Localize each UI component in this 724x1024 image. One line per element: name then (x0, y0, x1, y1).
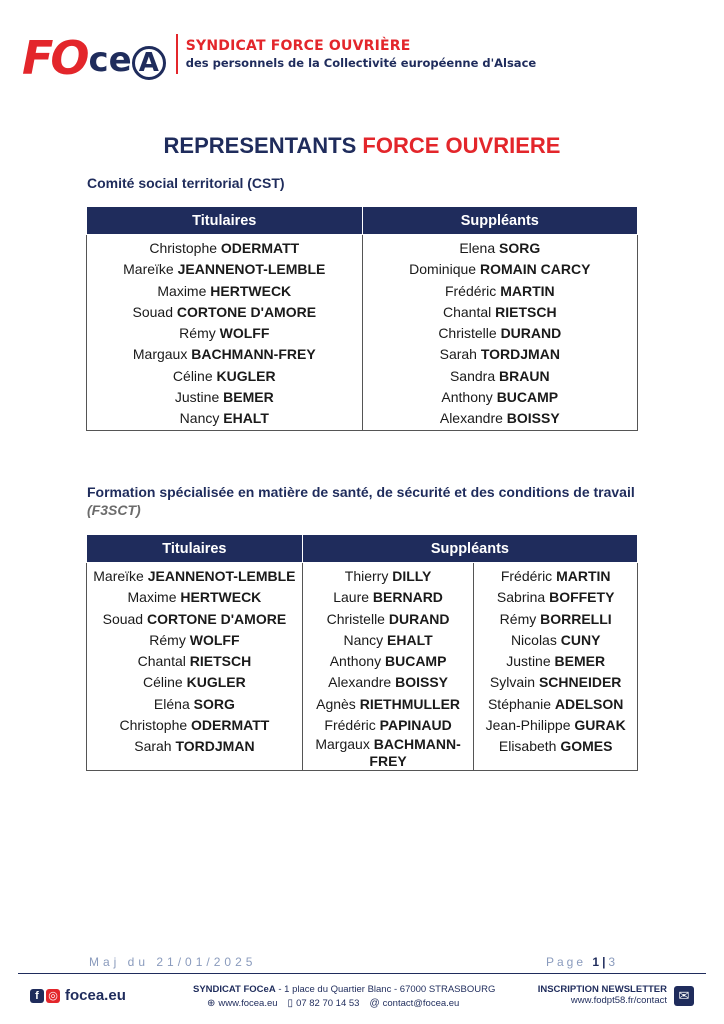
logo-fo-text: FO (22, 31, 87, 85)
last-name: BRAUN (499, 367, 550, 384)
f3sct-suppleants-col1-cell (302, 563, 474, 771)
first-name: Sandra (449, 367, 496, 384)
last-name: ROMAIN CARCY (479, 261, 591, 278)
last-name: ODERMATT (220, 240, 300, 256)
header-divider (176, 34, 178, 74)
last-name: SORG (193, 695, 235, 712)
footer-website-text[interactable]: www.focea.eu (218, 998, 278, 1009)
name-entry (363, 408, 637, 429)
name-entry (87, 387, 362, 408)
first-name: Souad (102, 610, 144, 627)
at-icon: @ (369, 998, 380, 1009)
social-handle[interactable]: focea.eu (65, 987, 126, 1004)
name-entry (303, 630, 474, 651)
last-name: TORDJMAN (175, 738, 255, 755)
first-name: Stéphanie (487, 695, 552, 712)
page-title (0, 133, 724, 159)
name-entry (363, 281, 637, 302)
first-name: Frédéric (324, 717, 376, 734)
footer-divider (18, 973, 706, 974)
last-name: KUGLER (186, 674, 246, 691)
last-name: RIETSCH (495, 303, 557, 320)
page-total: 3 (608, 955, 619, 969)
last-name: SORG (499, 240, 541, 256)
cst-table (86, 206, 638, 431)
last-name: DILLY (392, 568, 432, 584)
first-name: Sarah (439, 346, 477, 363)
name-entry (474, 587, 637, 608)
last-name: BOISSY (506, 410, 560, 427)
last-name: BUCAMP (384, 653, 447, 670)
name-entry (474, 609, 637, 630)
last-name: ODERMATT (191, 717, 270, 734)
focea-logo (22, 26, 166, 85)
last-name: GURAK (574, 717, 626, 734)
page-number (546, 955, 618, 969)
last-name: HERTWECK (210, 282, 292, 299)
first-name: Nancy (343, 631, 384, 648)
first-name: Mareïke (123, 261, 174, 278)
logo-ce: ce (88, 40, 132, 80)
last-name: CUNY (560, 631, 601, 648)
newsletter-title: INSCRIPTION NEWSLETTER (537, 984, 667, 995)
last-name: PAPINAUD (379, 717, 452, 734)
page-header (22, 26, 537, 85)
first-name: Sylvain (489, 674, 536, 691)
first-name: Elena (459, 240, 496, 256)
name-entry (87, 344, 362, 365)
first-name: Anthony (329, 653, 382, 670)
footer-website[interactable] (207, 998, 278, 1009)
phone-icon: ▯ (287, 998, 294, 1009)
first-name: Céline (172, 367, 213, 384)
first-name: Elisabeth (498, 738, 557, 755)
first-name: Agnès (316, 695, 356, 712)
f3sct-table (86, 534, 638, 771)
first-name: Dominique (409, 261, 477, 278)
name-entry (474, 566, 637, 587)
first-name: Justine (506, 653, 551, 670)
last-name: DURAND (388, 610, 450, 627)
name-entry (474, 715, 637, 736)
last-name: BACHMANN-FREY (369, 736, 461, 770)
name-entry (87, 651, 302, 672)
title-part-1: REPRESENTANTS (163, 133, 357, 158)
globe-icon: ⊕ (207, 998, 216, 1009)
first-name: Christelle (326, 610, 385, 627)
title-part-2: FORCE OUVRIERE (362, 133, 561, 158)
name-entry (363, 323, 637, 344)
name-entry (87, 609, 302, 630)
f3sct-header-suppleants: Suppléants (302, 535, 637, 563)
name-entry (87, 408, 362, 429)
name-entry (474, 694, 637, 715)
last-name: BOISSY (395, 674, 448, 691)
first-name: Rémy (179, 325, 216, 342)
first-name: Sarah (134, 738, 172, 755)
name-entry (474, 651, 637, 672)
first-name: Céline (143, 674, 183, 691)
name-entry (87, 302, 362, 323)
name-entry (87, 238, 362, 259)
last-name: SCHNEIDER (538, 674, 622, 691)
last-name: WOLFF (189, 631, 240, 648)
first-name: Sabrina (496, 589, 546, 606)
newsletter-info[interactable] (537, 984, 667, 1006)
first-name: Rémy (499, 610, 537, 627)
cst-titulaires-cell (87, 235, 363, 431)
f3sct-heading (87, 483, 647, 519)
name-entry (363, 387, 637, 408)
last-name: TORDJMAN (480, 346, 560, 363)
first-name: Maxime (127, 589, 177, 606)
cst-header-suppleants: Suppléants (362, 207, 637, 235)
name-entry (87, 259, 362, 280)
first-name: Frédéric (444, 282, 497, 299)
name-entry (474, 630, 637, 651)
name-entry (87, 323, 362, 344)
union-name: SYNDICAT FORCE OUVRIÈRE (185, 38, 411, 54)
name-entry (87, 630, 302, 651)
cst-suppleants-cell (362, 235, 637, 431)
last-name: BEMER (223, 389, 274, 406)
first-name: Alexandre (328, 674, 392, 691)
name-entry (363, 344, 637, 365)
newsletter-url[interactable]: www.fodpt58.fr/contact (570, 995, 667, 1006)
footer-contact-line (207, 998, 503, 1009)
page-separator: | (602, 955, 609, 969)
first-name: Jean-Philippe (485, 717, 571, 734)
first-name: Margaux (132, 346, 188, 363)
last-name: BACHMANN-FREY (191, 346, 316, 363)
page-label: Page (546, 955, 587, 969)
instagram-icon[interactable]: ◎ (46, 989, 60, 1003)
facebook-icon[interactable]: f (30, 989, 44, 1003)
last-name: BEMER (554, 653, 606, 670)
last-name: JEANNENOT-LEMBLE (177, 261, 326, 278)
last-name: EHALT (387, 631, 433, 648)
f3sct-titulaires-cell (87, 563, 303, 771)
f3sct-suppleants-col2-cell (474, 563, 638, 771)
first-name: Mareïke (93, 568, 144, 584)
name-entry (303, 672, 474, 693)
first-name: Laure (333, 589, 370, 606)
mail-icon[interactable]: ✉ (674, 986, 694, 1006)
name-entry (87, 281, 362, 302)
f3sct-heading-abbr: (F3SCT) (87, 502, 141, 518)
name-entry (303, 694, 474, 715)
last-name: ADELSON (554, 695, 624, 712)
footer-email-text[interactable]: contact@focea.eu (382, 998, 460, 1009)
name-entry (363, 366, 637, 387)
first-name: Christophe (119, 717, 188, 734)
name-entry (303, 651, 474, 672)
footer-address: - 1 place du Quartier Blanc - 67000 STRASBOURG (275, 984, 496, 995)
last-name: BORRELLI (540, 610, 612, 627)
first-name: Maxime (157, 282, 207, 299)
name-entry (87, 694, 302, 715)
last-name: BUCAMP (496, 389, 559, 406)
last-name: CORTONE D'AMORE (146, 610, 287, 627)
cst-header-titulaires: Titulaires (87, 207, 363, 235)
last-name: JEANNENOT-LEMBLE (147, 568, 296, 584)
first-name: Frédéric (500, 568, 553, 584)
first-name: Nicolas (510, 631, 557, 648)
name-entry (303, 736, 474, 770)
name-entry (87, 566, 302, 587)
last-name: WOLFF (219, 325, 270, 342)
last-name: BOFFETY (549, 589, 615, 606)
update-date: Maj du 21/01/2025 (89, 955, 257, 969)
name-entry (87, 736, 302, 757)
first-name: Justine (174, 389, 220, 406)
f3sct-header-titulaires: Titulaires (87, 535, 303, 563)
footer-contact (193, 984, 503, 1009)
footer-address-line (193, 984, 503, 995)
last-name: HERTWECK (180, 589, 262, 606)
first-name: Alexandre (439, 410, 503, 427)
first-name: Christophe (149, 240, 218, 256)
last-name: MARTIN (556, 568, 611, 584)
first-name: Nancy (179, 410, 220, 427)
name-entry (303, 587, 474, 608)
logo-a-circle: A (132, 46, 166, 80)
name-entry (87, 672, 302, 693)
last-name: RIETHMULLER (359, 695, 461, 712)
name-entry (87, 587, 302, 608)
header-text (186, 38, 536, 70)
footer-syndicat-name: SYNDICAT FOCeA (193, 984, 276, 995)
name-entry (303, 715, 474, 736)
name-entry (303, 566, 474, 587)
name-entry (303, 609, 474, 630)
page-current: 1 (592, 955, 603, 969)
name-entry (87, 366, 362, 387)
last-name: RIETSCH (189, 653, 252, 670)
first-name: Margaux (315, 736, 370, 753)
first-name: Souad (132, 303, 173, 320)
first-name: Anthony (441, 389, 493, 406)
social-links[interactable] (30, 987, 126, 1004)
name-entry (474, 672, 637, 693)
footer-email[interactable] (369, 998, 459, 1009)
f3sct-heading-text: Formation spécialisée en matière de santé, de sécurité et des conditions de travail (87, 484, 635, 500)
name-entry (87, 715, 302, 736)
first-name: Eléna (153, 695, 190, 712)
name-entry (363, 302, 637, 323)
last-name: DURAND (500, 325, 562, 342)
last-name: MARTIN (500, 282, 555, 299)
union-subtitle: des personnels de la Collectivité européenne d'Alsace (185, 56, 537, 70)
last-name: EHALT (223, 410, 269, 427)
footer-phone-text[interactable]: 07 82 70 14 53 (296, 998, 360, 1009)
last-name: BERNARD (372, 589, 443, 606)
page-footer (0, 984, 724, 1014)
first-name: Rémy (149, 631, 186, 648)
first-name: Chantal (137, 653, 186, 670)
last-name: CORTONE D'AMORE (176, 303, 317, 320)
first-name: Thierry (344, 568, 389, 584)
cst-heading: Comité social territorial (CST) (87, 175, 285, 191)
name-entry (363, 259, 637, 280)
first-name: Chantal (442, 303, 492, 320)
first-name: Christelle (438, 325, 497, 342)
name-entry (474, 736, 637, 757)
name-entry (363, 238, 637, 259)
last-name: GOMES (560, 738, 613, 755)
footer-phone[interactable] (288, 998, 360, 1009)
logo-cea-text (89, 38, 166, 82)
last-name: KUGLER (216, 367, 276, 384)
